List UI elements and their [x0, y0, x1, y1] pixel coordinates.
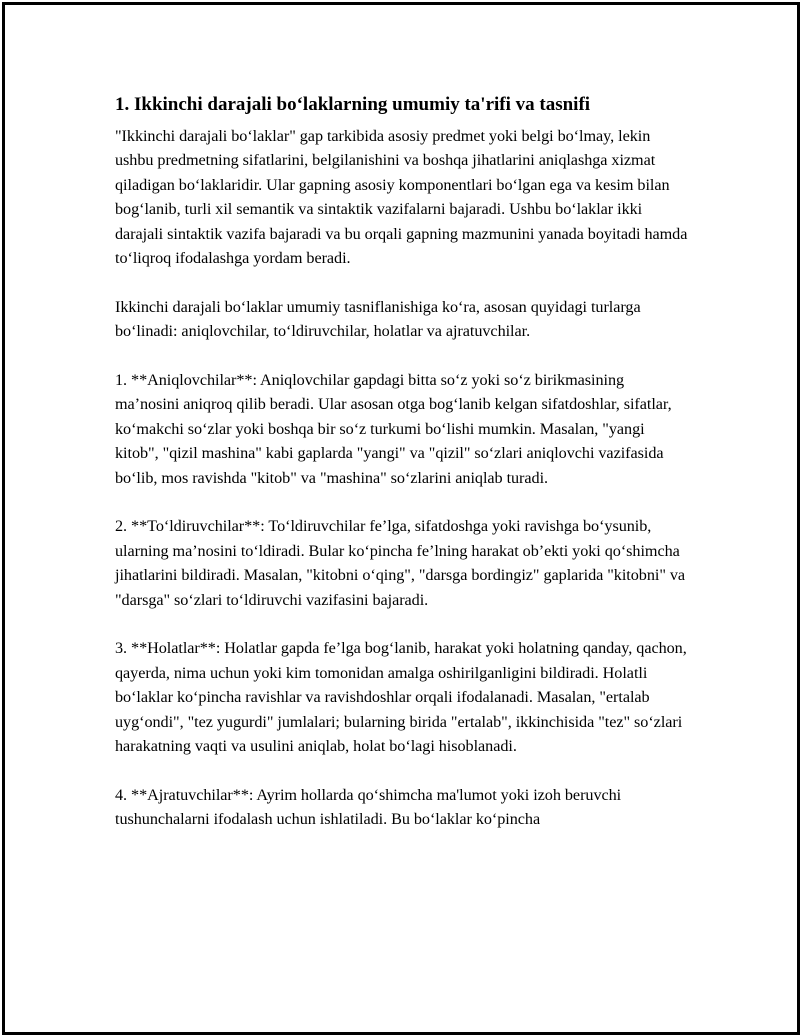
paragraph-toldiruvchilar: 2. **To‘ldiruvchilar**: To‘ldiruvchilar fe’lga, sifatdoshga yoki ravishga bo‘ysunib, ularning ma’nosini to‘ldiradi. Bular ko‘pincha fe’lning harakat ob’ekti yoki qo‘shimcha jihatlarini bildiradi. Masalan, "kitobni o‘qing", "darsga bordingiz" gaplarida "kitobni" va "darsga" so‘zlari to‘ldiruvchi vazifasini bajaradi.	[115, 517, 686, 609]
paragraph-definition: "Ikkinchi darajali bo‘laklar" gap tarkibida asosiy predmet yoki belgi bo‘lmay, lekin ushbu predmetning sifatlarini, belgilanishini va boshqa jihatlarini aniqlashga xizmat qiladigan bo‘laklaridir. Ular gapning asosiy komponentlari bo‘lgan ega va kesim bilan bog‘lanib, turli xil semantik va sintaktik vazifalarni bajaradi. Ushbu bo‘laklar ikki darajali sintaktik vazifa bajaradi va bu orqali gapning mazmunini yanada boyitadi hamda to‘liqroq ifodalashga yordam beradi.	[115, 127, 688, 268]
paragraph-holatlar: 3. **Holatlar**: Holatlar gapda fe’lga bog‘lanib, harakat yoki holatning qanday, qachon, qayerda, nima uchun yoki kim tomonidan amalga oshirilganligini bildiradi. Holatli bo‘laklar ko‘pincha ravishlar va ravishdoshlar orqali ifodalanadi. Masalan, "ertalab uyg‘ondi", "tez yugurdi" jumlalari; bularning birida "ertalab", ikkinchisida "tez" so‘zlari harakatning vaqti va usulini aniqlab, holat bo‘lagi hisoblanadi.	[115, 639, 687, 756]
paragraph-classification: Ikkinchi darajali bo‘laklar umumiy tasniflanishiga ko‘ra, asosan quyidagi turlarga bo‘linadi: aniqlovchilar, to‘ldiruvchilar, holatlar va ajratuvchilar.	[115, 297, 641, 341]
document-body	[115, 92, 690, 856]
section-heading: 1. Ikkinchi darajali bo‘laklarning umumiy ta'rifi va tasnifi	[115, 94, 591, 115]
paragraph-aniqlovchilar: 1. **Aniqlovchilar**: Aniqlovchilar gapdagi bitta so‘z yoki so‘z birikmasining ma’nosini aniqroq qilib beradi. Ular asosan otga bog‘lanib kelgan sifatdoshlar, sifatlar, ko‘makchi so‘zlar yoki boshqa bir so‘z turkumi bo‘lishi mumkin. Masalan, "yangi kitob", "qizil mashina" kabi gaplarda "yangi" va "qizil" so‘zlari aniqlovchi vazifasida bo‘lib, mos ravishda "kitob" va "mashina" so‘zlarini aniqlab turadi.	[115, 371, 672, 487]
paragraph-ajratuvchilar: 4. **Ajratuvchilar**: Ayrim hollarda qo‘shimcha ma'lumot yoki izoh beruvchi tushunchalarni ifodalash uchun ishlatiladi. Bu bo‘laklar ko‘pincha	[115, 785, 622, 829]
